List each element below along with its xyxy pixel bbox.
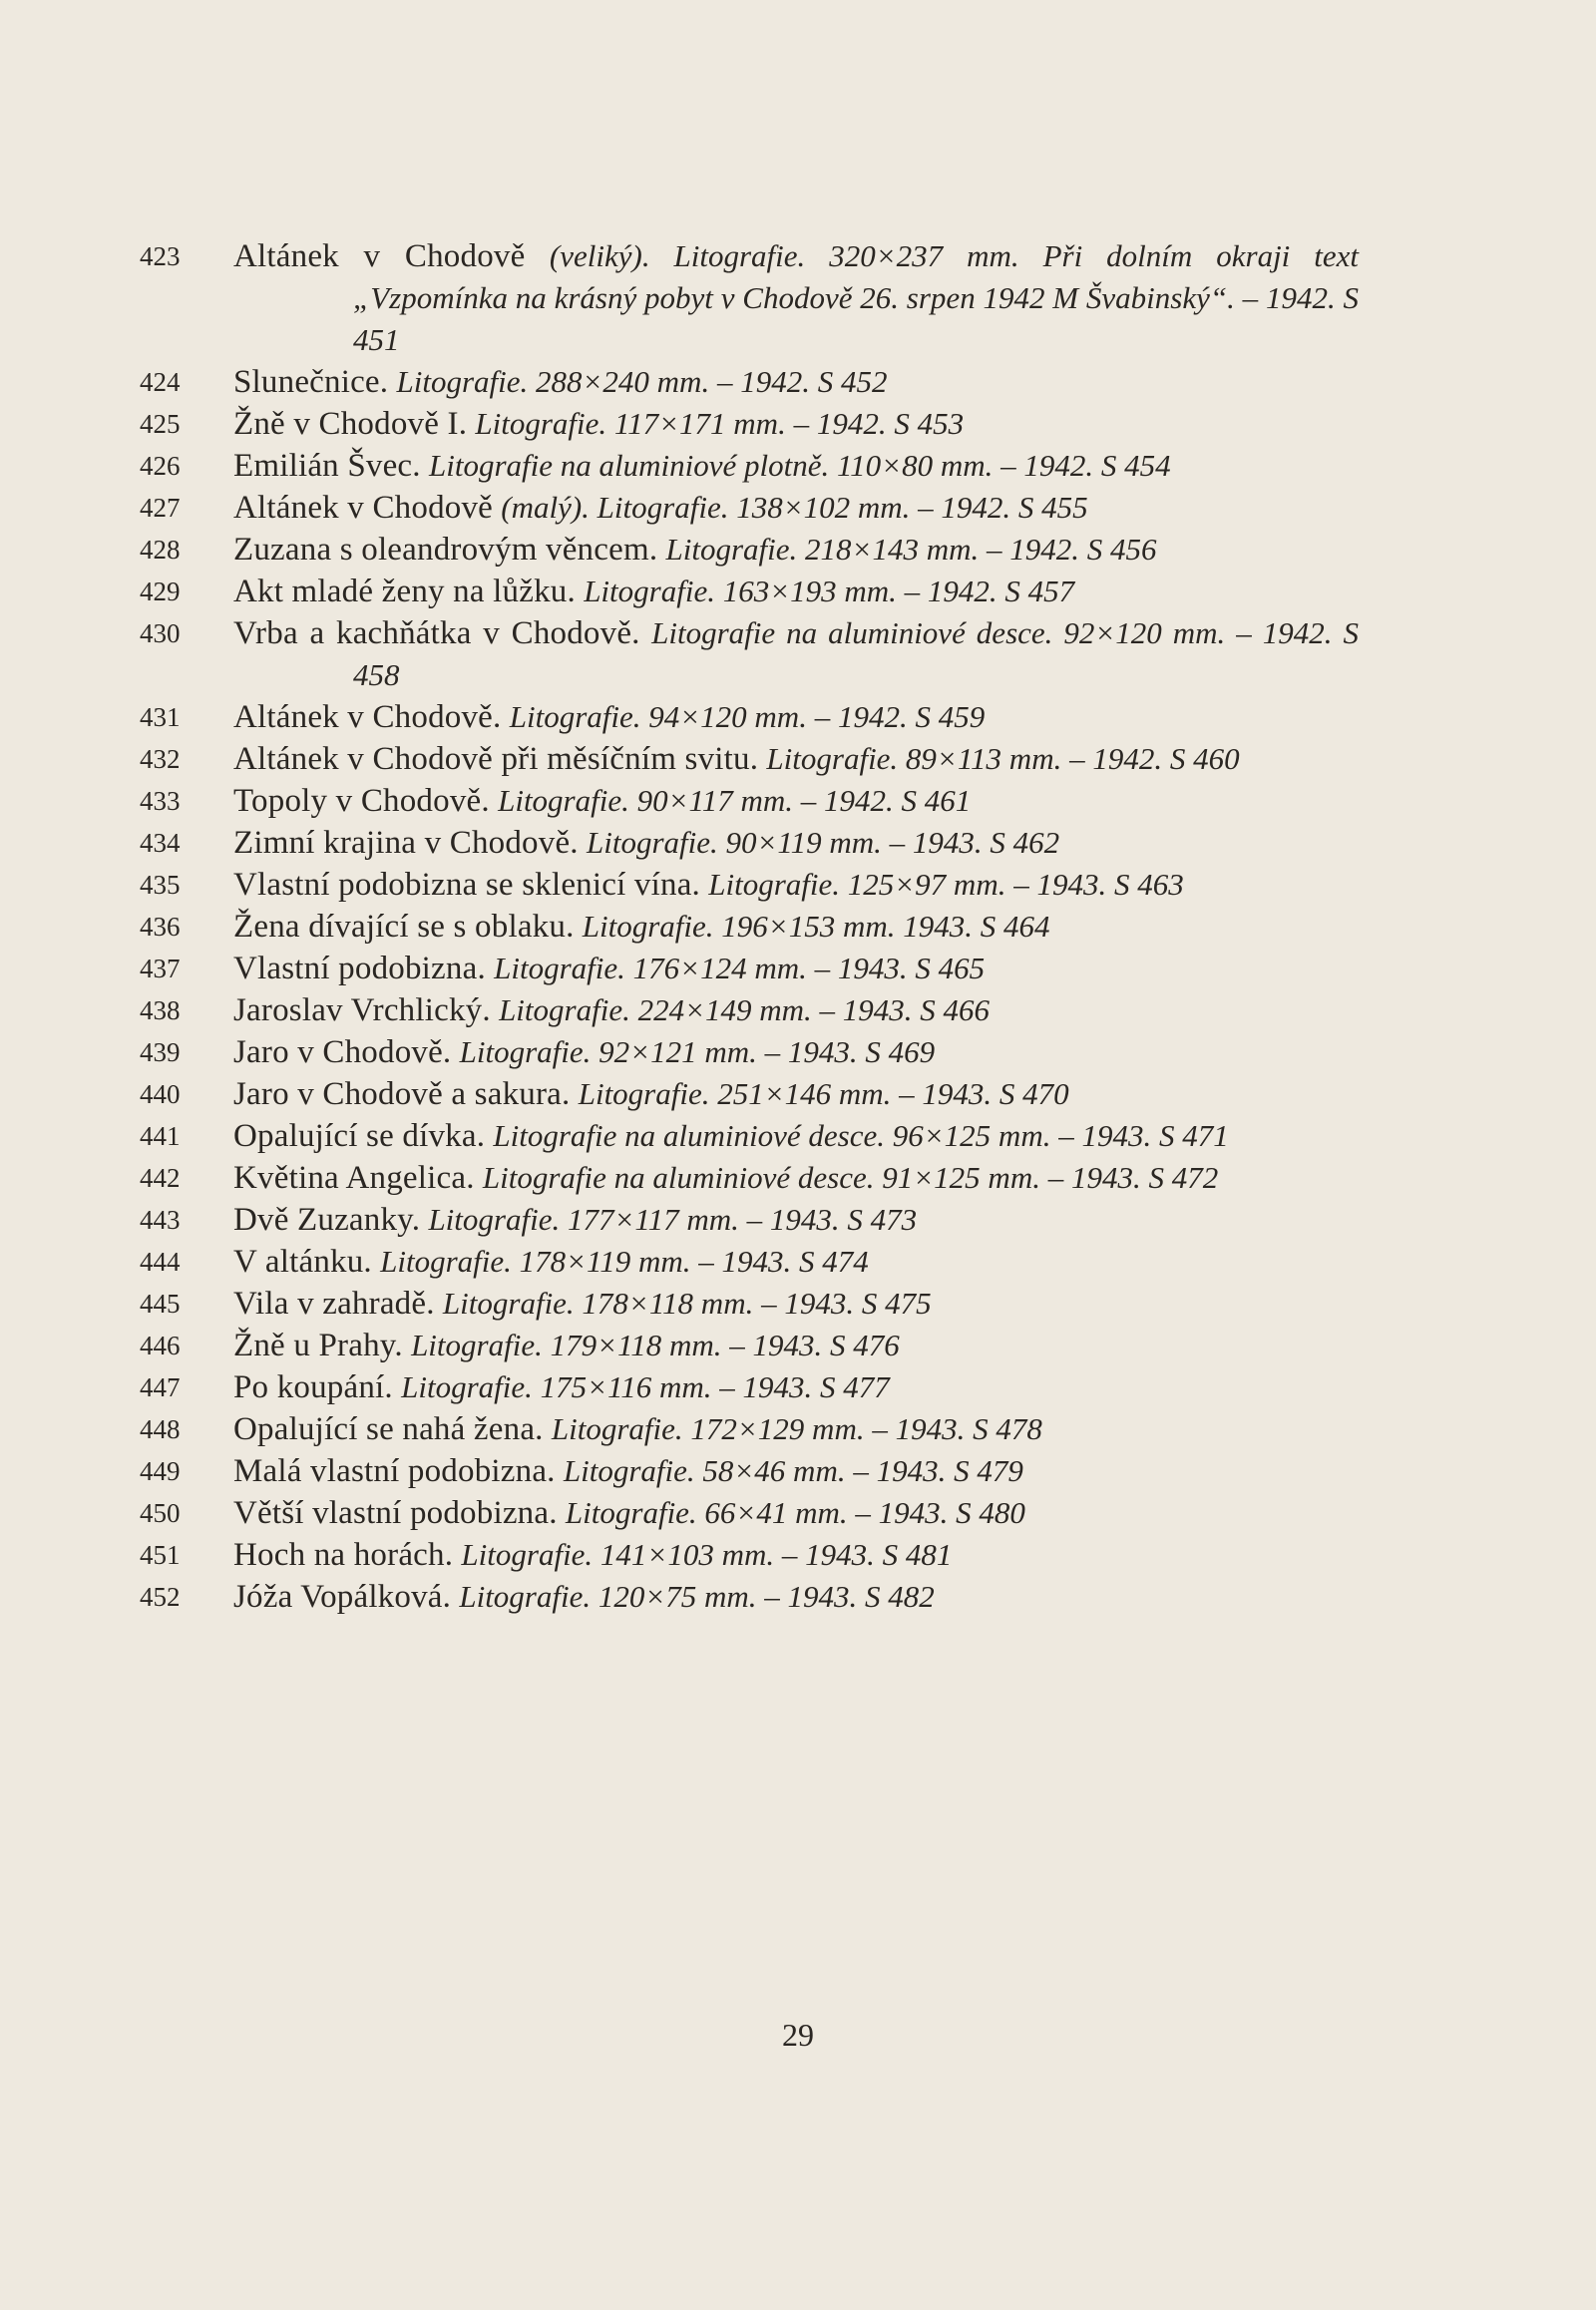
entry-title: Jaroslav Vrchlický. [233, 992, 491, 1028]
entry-number: 428 [140, 535, 181, 565]
entry-description: Litografie. 58×46 mm. – 1943. S 479 [563, 1453, 1023, 1488]
entry-number: 438 [140, 995, 181, 1025]
entry-title: V altánku. [233, 1244, 372, 1280]
entry-number: 430 [140, 618, 181, 648]
catalogue-entry [140, 1366, 1359, 1408]
entry-number: 424 [140, 367, 181, 397]
entry-title: Akt mladé ženy na lůžku. [233, 574, 576, 609]
entry-title: Květina Angelica. [233, 1160, 475, 1196]
catalogue-entry [140, 1157, 1359, 1199]
entry-title: Větší vlastní podobizna. [233, 1495, 558, 1531]
entry-number: 425 [140, 409, 181, 439]
catalogue-list [140, 235, 1359, 1618]
catalogue-entry [140, 445, 1359, 487]
catalogue-entry [140, 1031, 1359, 1073]
catalogue-entry [140, 529, 1359, 571]
entry-description: Litografie na aluminiové desce. 91×125 mm. – 1943. S 472 [482, 1160, 1219, 1195]
entry-number: 427 [140, 493, 181, 523]
entry-title: Opalující se nahá žena. [233, 1411, 544, 1447]
entry-title: Hoch na horách. [233, 1537, 454, 1573]
entry-number: 444 [140, 1247, 181, 1277]
entry-title: Altánek v Chodově. [233, 699, 502, 735]
entry-number: 433 [140, 786, 181, 816]
entry-title: Opalující se dívka. [233, 1118, 486, 1154]
catalogue-entry [140, 1408, 1359, 1450]
entry-title: Altánek v Chodově při měsíčním svitu. [233, 741, 759, 777]
catalogue-entry [140, 571, 1359, 612]
entry-description: Litografie. 179×118 mm. – 1943. S 476 [411, 1328, 900, 1362]
catalogue-entry [140, 1283, 1359, 1325]
entry-number: 434 [140, 828, 181, 858]
entry-description: (veliký). Litografie. 320×237 mm. Při dolním okraji text „Vzpomínka na krásný pobyt v Chodově 26. srpen 1942 M Švabinský“. – 1942. S 451 [353, 238, 1359, 357]
entry-description: Litografie. 90×117 mm. – 1942. S 461 [498, 783, 972, 818]
entry-title: Žně u Prahy. [233, 1328, 403, 1363]
entry-number: 450 [140, 1498, 181, 1528]
entry-description: Litografie na aluminiové desce. 96×125 mm. – 1943. S 471 [493, 1118, 1229, 1153]
entry-description: Litografie. 288×240 mm. – 1942. S 452 [396, 364, 888, 399]
entry-title: Altánek v Chodově [233, 490, 494, 526]
entry-number: 423 [140, 241, 181, 271]
entry-description: Litografie. 66×41 mm. – 1943. S 480 [565, 1495, 1025, 1530]
catalogue-entry [140, 780, 1359, 822]
catalogue-entry [140, 1115, 1359, 1157]
entry-number: 432 [140, 744, 181, 774]
catalogue-entry [140, 1492, 1359, 1534]
catalogue-entry [140, 1199, 1359, 1241]
entry-description: (malý). Litografie. 138×102 mm. – 1942. S 455 [501, 490, 1088, 525]
catalogue-entry [140, 1073, 1359, 1115]
catalogue-entry [140, 696, 1359, 738]
entry-number: 426 [140, 451, 181, 481]
entry-title: Emilián Švec. [233, 448, 421, 484]
entry-number: 445 [140, 1289, 181, 1319]
catalogue-entry [140, 1325, 1359, 1366]
entry-number: 448 [140, 1414, 181, 1444]
entry-description: Litografie. 177×117 mm. – 1943. S 473 [428, 1202, 918, 1237]
entry-number: 437 [140, 954, 181, 983]
catalogue-entry [140, 1450, 1359, 1492]
catalogue-entry [140, 906, 1359, 948]
entry-number: 441 [140, 1121, 181, 1151]
entry-title: Jaro v Chodově a sakura. [233, 1076, 571, 1112]
entry-title: Vila v zahradě. [233, 1286, 435, 1322]
entry-description: Litografie. 175×116 mm. – 1943. S 477 [401, 1369, 890, 1404]
catalogue-entry [140, 1576, 1359, 1618]
catalogue-entry [140, 487, 1359, 529]
entry-title: Topoly v Chodově. [233, 783, 490, 819]
entry-number: 440 [140, 1079, 181, 1109]
catalogue-entry [140, 361, 1359, 403]
entry-number: 447 [140, 1372, 181, 1402]
entry-description: Litografie. 251×146 mm. – 1943. S 470 [578, 1076, 1069, 1111]
entry-description: Litografie. 178×119 mm. – 1943. S 474 [380, 1244, 869, 1279]
catalogue-entry [140, 822, 1359, 864]
entry-title: Žena dívající se s oblaku. [233, 909, 575, 945]
entry-number: 429 [140, 577, 181, 606]
catalogue-entry [140, 989, 1359, 1031]
entry-description: Litografie. 120×75 mm. – 1943. S 482 [459, 1579, 935, 1614]
entry-number: 431 [140, 702, 181, 732]
catalogue-entry [140, 403, 1359, 445]
entry-number: 449 [140, 1456, 181, 1486]
entry-title: Vlastní podobizna se sklenicí vína. [233, 867, 700, 903]
catalogue-entry [140, 612, 1359, 696]
entry-description: Litografie. 196×153 mm. 1943. S 464 [582, 909, 1050, 944]
catalogue-entry [140, 235, 1359, 361]
entry-title: Po koupání. [233, 1369, 393, 1405]
entry-title: Žně v Chodově I. [233, 406, 468, 442]
entry-title: Malá vlastní podobizna. [233, 1453, 556, 1489]
page-number: 29 [782, 2017, 814, 2053]
entry-description: Litografie. 117×171 mm. – 1942. S 453 [475, 406, 965, 441]
entry-title: Slunečnice. [233, 364, 389, 400]
entry-number: 442 [140, 1163, 181, 1193]
entry-description: Litografie. 125×97 mm. – 1943. S 463 [708, 867, 1184, 902]
entry-description: Litografie. 141×103 mm. – 1943. S 481 [461, 1537, 953, 1572]
entry-number: 452 [140, 1582, 181, 1612]
entry-description: Litografie na aluminiové plotně. 110×80 mm. – 1942. S 454 [428, 448, 1171, 483]
entry-title: Vrba a kachňátka v Chodově. [233, 615, 640, 651]
entry-description: Litografie. 92×121 mm. – 1943. S 469 [459, 1034, 936, 1069]
entry-description: Litografie. 172×129 mm. – 1943. S 478 [551, 1411, 1042, 1446]
entry-number: 446 [140, 1331, 181, 1360]
entry-description: Litografie. 90×119 mm. – 1943. S 462 [587, 825, 1060, 860]
entry-title: Jaro v Chodově. [233, 1034, 452, 1070]
entry-number: 451 [140, 1540, 181, 1570]
entry-description: Litografie na aluminiové desce. 92×120 mm. – 1942. S 458 [353, 615, 1359, 692]
catalogue-entry [140, 948, 1359, 989]
catalogue-entry [140, 1534, 1359, 1576]
entry-number: 435 [140, 870, 181, 900]
entry-title: Dvě Zuzanky. [233, 1202, 421, 1238]
catalogue-entry [140, 738, 1359, 780]
catalogue-entry [140, 1241, 1359, 1283]
entry-description: Litografie. 224×149 mm. – 1943. S 466 [499, 992, 991, 1027]
entry-title: Jóža Vopálková. [233, 1579, 452, 1615]
entry-title: Zuzana s oleandrovým věncem. [233, 532, 658, 568]
entry-number: 439 [140, 1037, 181, 1067]
entry-description: Litografie. 218×143 mm. – 1942. S 456 [665, 532, 1157, 567]
entry-description: Litografie. 94×120 mm. – 1942. S 459 [509, 699, 986, 734]
entry-description: Litografie. 176×124 mm. – 1943. S 465 [494, 951, 986, 985]
entry-description: Litografie. 163×193 mm. – 1942. S 457 [584, 574, 1075, 608]
entry-title: Altánek v Chodově [233, 238, 526, 274]
entry-description: Litografie. 89×113 mm. – 1942. S 460 [766, 741, 1240, 776]
catalogue-entry [140, 864, 1359, 906]
entry-number: 443 [140, 1205, 181, 1235]
entry-description: Litografie. 178×118 mm. – 1943. S 475 [442, 1286, 932, 1321]
entry-title: Zimní krajina v Chodově. [233, 825, 579, 861]
entry-title: Vlastní podobizna. [233, 951, 486, 986]
entry-number: 436 [140, 912, 181, 942]
